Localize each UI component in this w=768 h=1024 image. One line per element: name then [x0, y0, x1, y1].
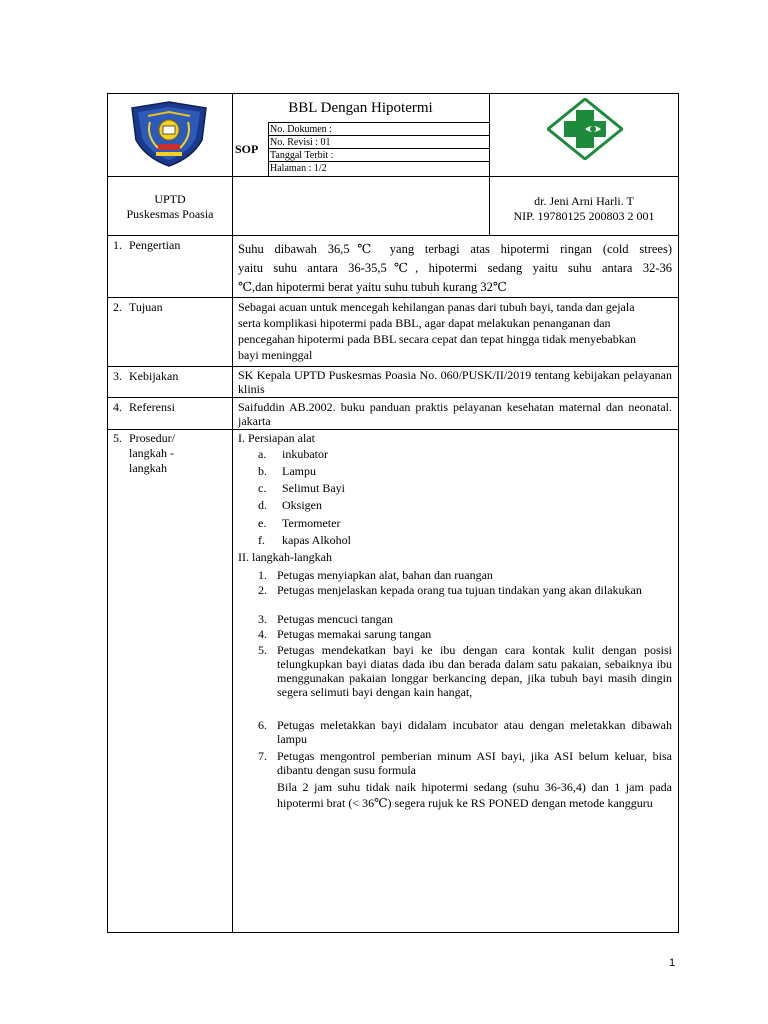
grid-line: [268, 122, 489, 123]
section-label-prosedur: 5. Prosedur/ langkah - langkah: [113, 431, 175, 475]
meta-revision: No. Revisi : 01: [270, 137, 331, 148]
procedure-step: 2. Petugas menjelaskan kepada orang tua tujuan tindakan yang akan dilakukan: [258, 583, 642, 597]
section-label-referensi: 4. Referensi: [113, 400, 175, 414]
meta-document-number: No. Dokumen :: [270, 124, 332, 135]
grid-line: [268, 148, 489, 149]
tool-item: e. Termometer: [258, 516, 341, 530]
procedure-step: 4. Petugas memakai sarung tangan: [258, 627, 432, 641]
procedure-step: 5. Petugas mendekatkan bayi ke ibu dengan cara kontak kulit dengan posisi telungkupkan bayi diatas dada ibu dan berada dalam satu pakaian, sebaiknya ibu menggunakan pakaian longgar berkancing depan, jika tubuh bayi masih dingin segera selimuti bayi dengan kain hangat,: [258, 643, 672, 699]
section-kebijakan-text: SK Kepala UPTD Puskesmas Poasia No. 060/PUSK/II/2019 tentang kebijakan pelayanan klinis: [238, 368, 672, 396]
section-label-pengertian: 1. Pengertian: [113, 238, 181, 252]
grid-line: [107, 176, 679, 177]
grid-line: [268, 122, 269, 177]
page-number: 1: [669, 957, 676, 969]
langkah-heading: II. langkah-langkah: [238, 550, 332, 564]
persiapan-alat-heading: I. Persiapan alat: [238, 431, 315, 445]
org-name: [108, 192, 232, 222]
grid-line: [107, 366, 679, 367]
procedure-step: 3. Petugas mencuci tangan: [258, 612, 393, 626]
section-pengertian-text: [238, 240, 672, 297]
section-referensi-text: Saifuddin AB.2002. buku panduan praktis pelayanan kesehatan maternal dan neonatal. jakarta: [238, 400, 672, 428]
grid-line: [107, 235, 679, 236]
kabupaten-seal-logo: [128, 100, 210, 168]
meta-issue-date: Tanggal Terbit :: [270, 150, 334, 161]
tool-item: d. Oksigen: [258, 498, 322, 512]
procedure-step: 7. Petugas mengontrol pemberian minum ASI bayi, jika ASI belum keluar, bisa dibantu dengan susu formula: [258, 749, 672, 777]
section-label-tujuan: 2. Tujuan: [113, 300, 163, 314]
grid-line: [268, 161, 489, 162]
puskesmas-logo: [547, 98, 623, 160]
grid-line: [107, 297, 679, 298]
org-line2: Puskesmas Poasia: [126, 207, 214, 221]
meta-page: Halaman : 1/2: [270, 163, 327, 174]
section-tujuan-text: Sebagai acuan untuk mencegah kehilangan panas dari tubuh bayi, tanda dan gejala serta komplikasi hipotermi pada BBL, agar dapat melakukan penanganan dan pencegahan hipotermi pada BBL secara cepat dan tepat hingga tidak menyebabkan bayi meninggal: [238, 300, 637, 362]
procedure-step: 6. Petugas meletakkan bayi didalam incubator atau dengan meletakkan dibawah lampu: [258, 718, 672, 746]
tool-item: b. Lampu: [258, 464, 316, 478]
tool-item: f. kapas Alkohol: [258, 533, 351, 547]
pengertian-line2: yaitu suhu antara 36-35,5℃, hipotermi sedang yaitu suhu antara 32-36: [238, 261, 672, 275]
org-line1: UPTD: [154, 192, 186, 206]
tool-item: a. inkubator: [258, 447, 328, 461]
signatory-nip: NIP. 19780125 200803 2 001: [513, 209, 655, 223]
grid-line: [268, 135, 489, 136]
pengertian-line3: ℃,dan hipotermi berat yaitu suhu tubuh kurang 32℃: [238, 280, 507, 294]
pengertian-line1: Suhu dibawah 36,5℃ yang terbagi atas hipotermi ringan (cold strees): [238, 242, 672, 256]
sop-label: SOP: [235, 142, 259, 156]
referral-note: Bila 2 jam suhu tidak naik hipotermi sedang (suhu 36-36,4) dan 1 jam pada hipotermi brat (< 36℃) segera rujuk ke RS PONED dengan metode kangguru: [277, 780, 672, 810]
document-title: BBL Dengan Hipotermi: [288, 100, 433, 116]
signatory: [489, 194, 679, 224]
procedure-step: 1. Petugas menyiapkan alat, bahan dan ruangan: [258, 568, 493, 582]
signatory-name: dr. Jeni Arni Harli. T: [534, 194, 634, 208]
grid-line: [107, 397, 679, 398]
grid-line: [107, 429, 679, 430]
section-label-kebijakan: 3. Kebijakan: [113, 369, 179, 383]
tool-item: c. Selimut Bayi: [258, 481, 345, 495]
grid-line: [232, 93, 233, 933]
